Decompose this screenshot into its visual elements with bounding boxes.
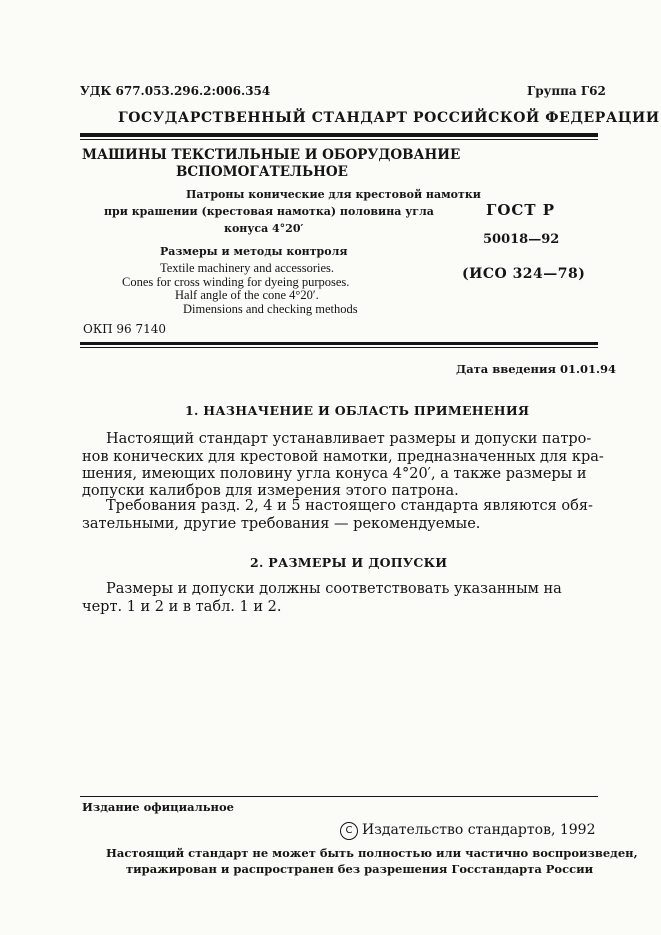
group-code: Группа Г62 bbox=[527, 84, 606, 98]
gost-label: ГОСТ Р bbox=[486, 201, 556, 219]
section-2-heading: 2. РАЗМЕРЫ И ДОПУСКИ bbox=[250, 555, 448, 570]
section-2-line: черт. 1 и 2 и в табл. 1 и 2. bbox=[82, 599, 282, 615]
state-standard-heading: ГОСУДАРСТВЕННЫЙ СТАНДАРТ РОССИЙСКОЙ ФЕДЕРАЦИИ bbox=[118, 110, 660, 126]
mid-rule-thick bbox=[80, 342, 598, 345]
top-rule-thick bbox=[80, 133, 598, 137]
official-edition-label: Издание официальное bbox=[82, 800, 234, 814]
section-1-line: Настоящий стандарт устанавливает размеры и допуски патро- bbox=[106, 431, 592, 447]
section-2-line: Размеры и допуски должны соответствовать указанным на bbox=[106, 581, 562, 597]
subtitle-line: Размеры и методы контроля bbox=[160, 245, 348, 258]
english-title-line: Half angle of the cone 4°20′. bbox=[175, 288, 319, 302]
gost-number: 50018—92 bbox=[483, 232, 560, 247]
subtitle-line: Патроны конические для крестовой намотки bbox=[186, 188, 481, 201]
document-title-line1: МАШИНЫ ТЕКСТИЛЬНЫЕ И ОБОРУДОВАНИЕ bbox=[82, 147, 461, 163]
reproduction-notice-line1: Настоящий стандарт не может быть полностью или частично воспроизведен, bbox=[106, 846, 638, 860]
copyright-line bbox=[340, 822, 595, 840]
iso-reference: (ИСО 324—78) bbox=[462, 266, 586, 282]
section-1-line: шения, имеющих половину угла конуса 4°20′, а также размеры и bbox=[82, 466, 587, 482]
udk-code: УДК 677.053.296.2:006.354 bbox=[80, 84, 271, 98]
section-1-line: зательными, другие требования — рекомендуемые. bbox=[82, 516, 481, 532]
section-1-heading: 1. НАЗНАЧЕНИЕ И ОБЛАСТЬ ПРИМЕНЕНИЯ bbox=[185, 403, 530, 418]
copyright-text: Издательство стандартов, 1992 bbox=[362, 822, 596, 838]
footer-rule bbox=[80, 796, 598, 797]
section-1-line: Требования разд. 2, 4 и 5 настоящего стандарта являются обя- bbox=[106, 498, 593, 514]
top-rule-thin bbox=[80, 139, 598, 140]
subtitle-line: конуса 4°20′ bbox=[224, 222, 304, 235]
english-title-line: Cones for cross winding for dyeing purposes. bbox=[122, 275, 350, 289]
copyright-icon: C bbox=[340, 822, 358, 840]
reproduction-notice-line2: тиражирован и распространен без разрешения Госстандарта России bbox=[126, 862, 594, 876]
okp-code: ОКП 96 7140 bbox=[83, 322, 167, 336]
english-title-line: Textile machinery and accessories. bbox=[160, 261, 335, 275]
subtitle-line: при крашении (крестовая намотка) половина угла bbox=[104, 205, 434, 218]
mid-rule-thin bbox=[80, 347, 598, 348]
section-1-line: допуски калибров для измерения этого патрона. bbox=[82, 483, 459, 499]
section-1-line: нов конических для крестовой намотки, предназначенных для кра- bbox=[82, 449, 604, 465]
english-title-line: Dimensions and checking methods bbox=[183, 302, 358, 316]
document-title-line2: ВСПОМОГАТЕЛЬНОЕ bbox=[176, 164, 348, 180]
introduction-date: Дата введения 01.01.94 bbox=[456, 362, 617, 376]
